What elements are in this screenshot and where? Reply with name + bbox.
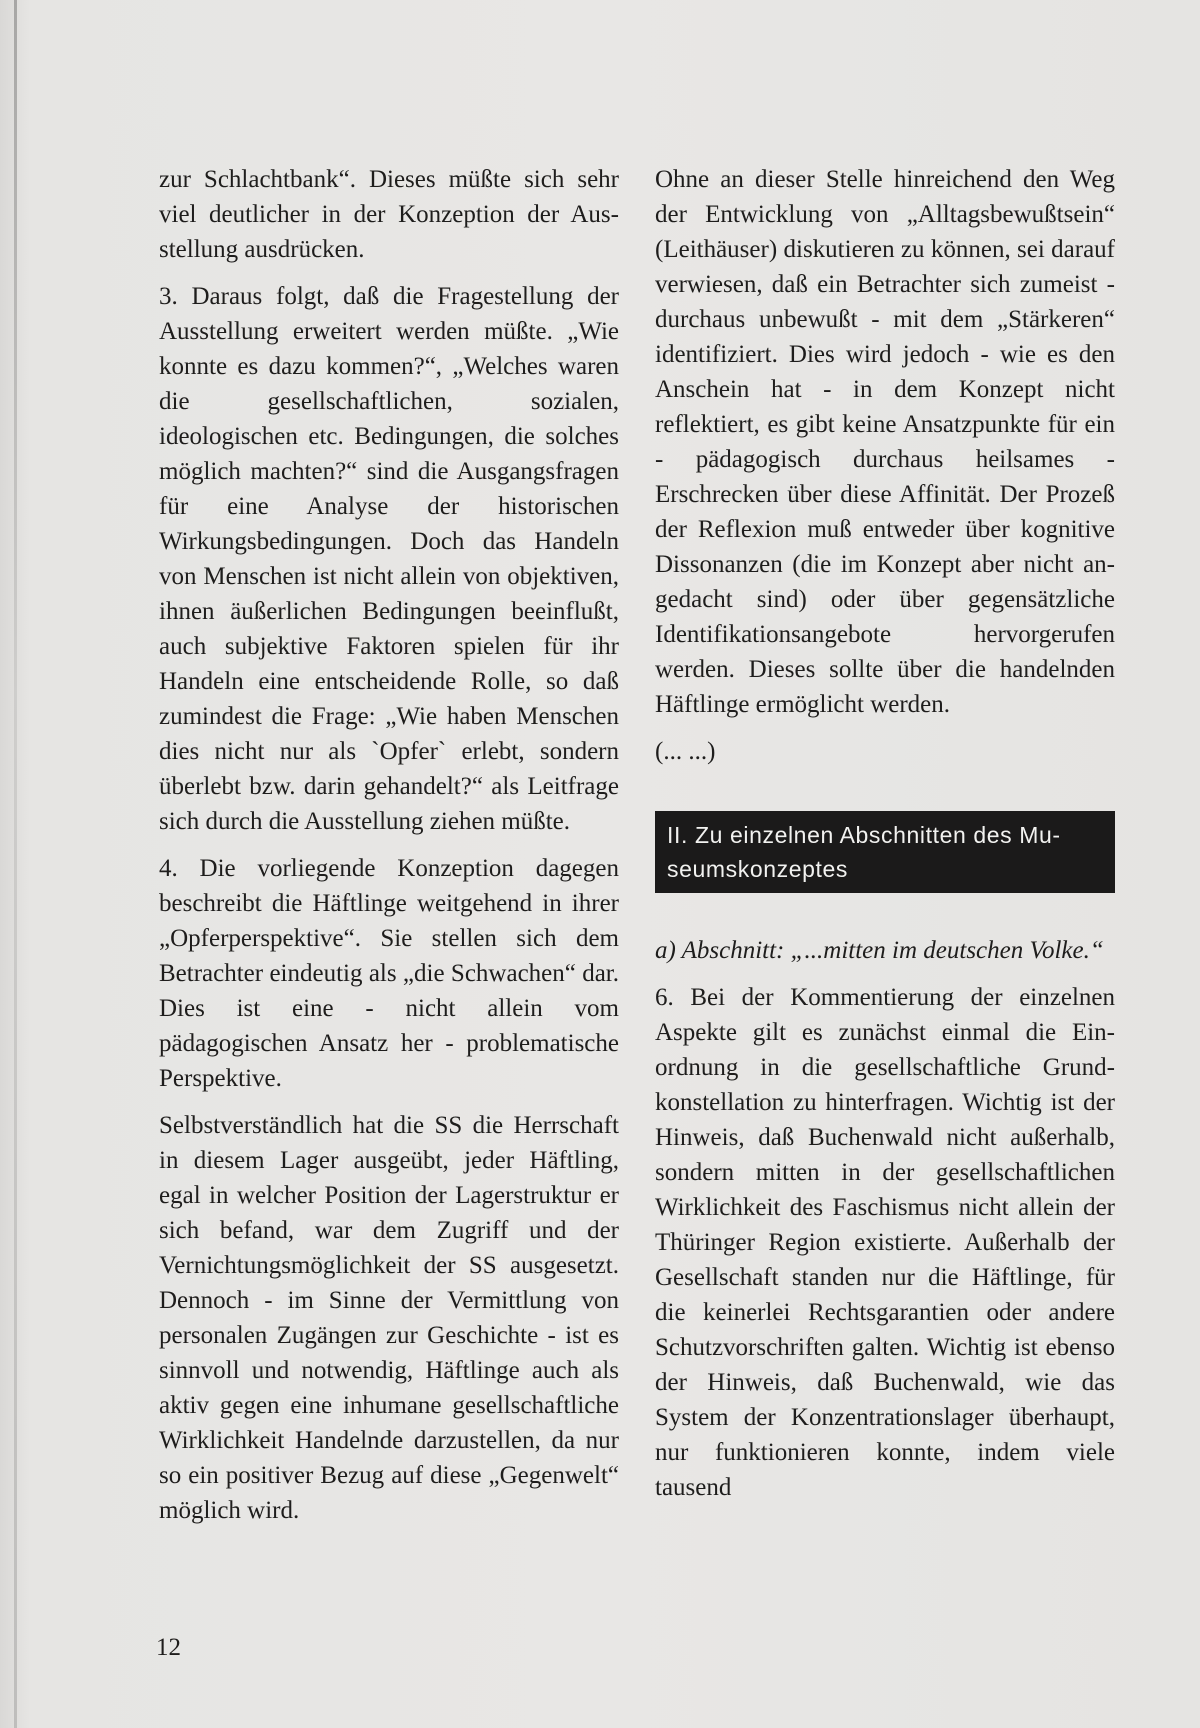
omission-marker: (... ...) xyxy=(655,738,716,765)
binding-edge xyxy=(14,0,17,1728)
right-column xyxy=(655,162,1115,1517)
paragraph: Selbstverständlich hat die SS die Herrschaft in diesem Lager ausgeübt, jeder Häftling, egal in welcher Position der Lagerstruktur er sich befand, war dem Zugriff und der Vernichtungsmöglichkeit der SS ausgesetzt. Dennoch - im Sinne der Vermittlung von personalen Zugängen zur Geschichte - ist es sinnvoll und notwendig, Häftlinge auch als aktiv gegen eine inhumane gesellschaftliche Wirklichkeit Handelnde darzustellen, da nur so ein positiver Bezug auf diese „Gegenwelt“ möglich wird. xyxy=(159,1112,619,1524)
left-column xyxy=(159,162,619,1540)
paragraph: 4. Die vorliegende Konzeption dagegen beschreibt die Häftlinge weitgehend in ihrer „Opferperspektive“. Sie stellen sich dem Betrachter eindeutig als „die Schwachen“ dar. Dies ist eine - nicht allein vom pädagogischen Ansatz her - problematische Perspektive. xyxy=(159,855,619,1092)
subsection-heading: a) Abschnitt: „...mitten im deutschen Volke.“ xyxy=(655,937,1104,964)
section-heading: II. Zu einzelnen Abschnitten des Museumskonzeptes xyxy=(655,811,1115,893)
paragraph: 3. Daraus folgt, daß die Fragestellung der Ausstellung erweitert werden müßte. „Wie konnte es dazu kommen?“, „Welches waren die gesellschaftlichen, sozialen, ideologischen etc. Bedingungen, die solches möglich machten?“ sind die Ausgangsfragen für eine Analyse der historischen Wirkungsbedingungen. Doch das Handeln von Menschen ist nicht allein von objektiven, ihnen äußerlichen Bedingungen beeinflußt, auch subjektive Faktoren spielen für ihr Handeln eine entscheidende Rolle, so daß zumindest die Frage: „Wie haben Menschen dies nicht nur als `Opfer` erlebt, sondern überlebt bzw. darin gehandelt?“ als Leitfrage sich durch die Ausstellung ziehen müßte. xyxy=(159,283,619,835)
page-number: 12 xyxy=(156,1634,181,1661)
paragraph: Ohne an dieser Stelle hinreichend den Weg der Entwicklung von „Alltagsbewußtsein“ (Leithäuser) diskutieren zu können, sei darauf verwiesen, daß ein Betrachter sich zumeist - durchaus unbewußt - mit dem „Stärkeren“ identifiziert. Dies wird jedoch - wie es den Anschein hat - in dem Konzept nicht reflektiert, es gibt keine Ansatzpunkte für ein - pädagogisch durchaus heilsames - Erschrecken über diese Affinität. Der Prozeß der Reflexion muß entweder über kognitive Dissonanzen (die im Konzept aber nicht angedacht sind) oder über gegensätzliche Identifikationsangebote hervorgerufen werden. Dieses sollte über die handelnden Häftlinge ermöglicht werden. xyxy=(655,166,1115,718)
paragraph: 6. Bei der Kommentierung der einzelnen Aspekte gilt es zunächst einmal die Einordnung in die gesellschaftliche Grundkonstellation zu hinterfragen. Wichtig ist der Hinweis, daß Buchenwald nicht außerhalb, sondern mitten in der gesellschaftlichen Wirklichkeit des Faschismus nicht allein der Thüringer Region existierte. Außerhalb der Gesellschaft standen nur die Häftlinge, für die keinerlei Rechtsgarantien oder andere Schutzvorschriften galten. Wichtig ist ebenso der Hinweis, daß Buchenwald, wie das System der Konzentrationslager überhaupt, nur funktionieren konnte, indem viele tausend xyxy=(655,984,1115,1501)
paragraph: zur Schlachtbank“. Dieses müßte sich sehr viel deutlicher in der Konzeption der Ausstellung ausdrücken. xyxy=(159,166,619,263)
